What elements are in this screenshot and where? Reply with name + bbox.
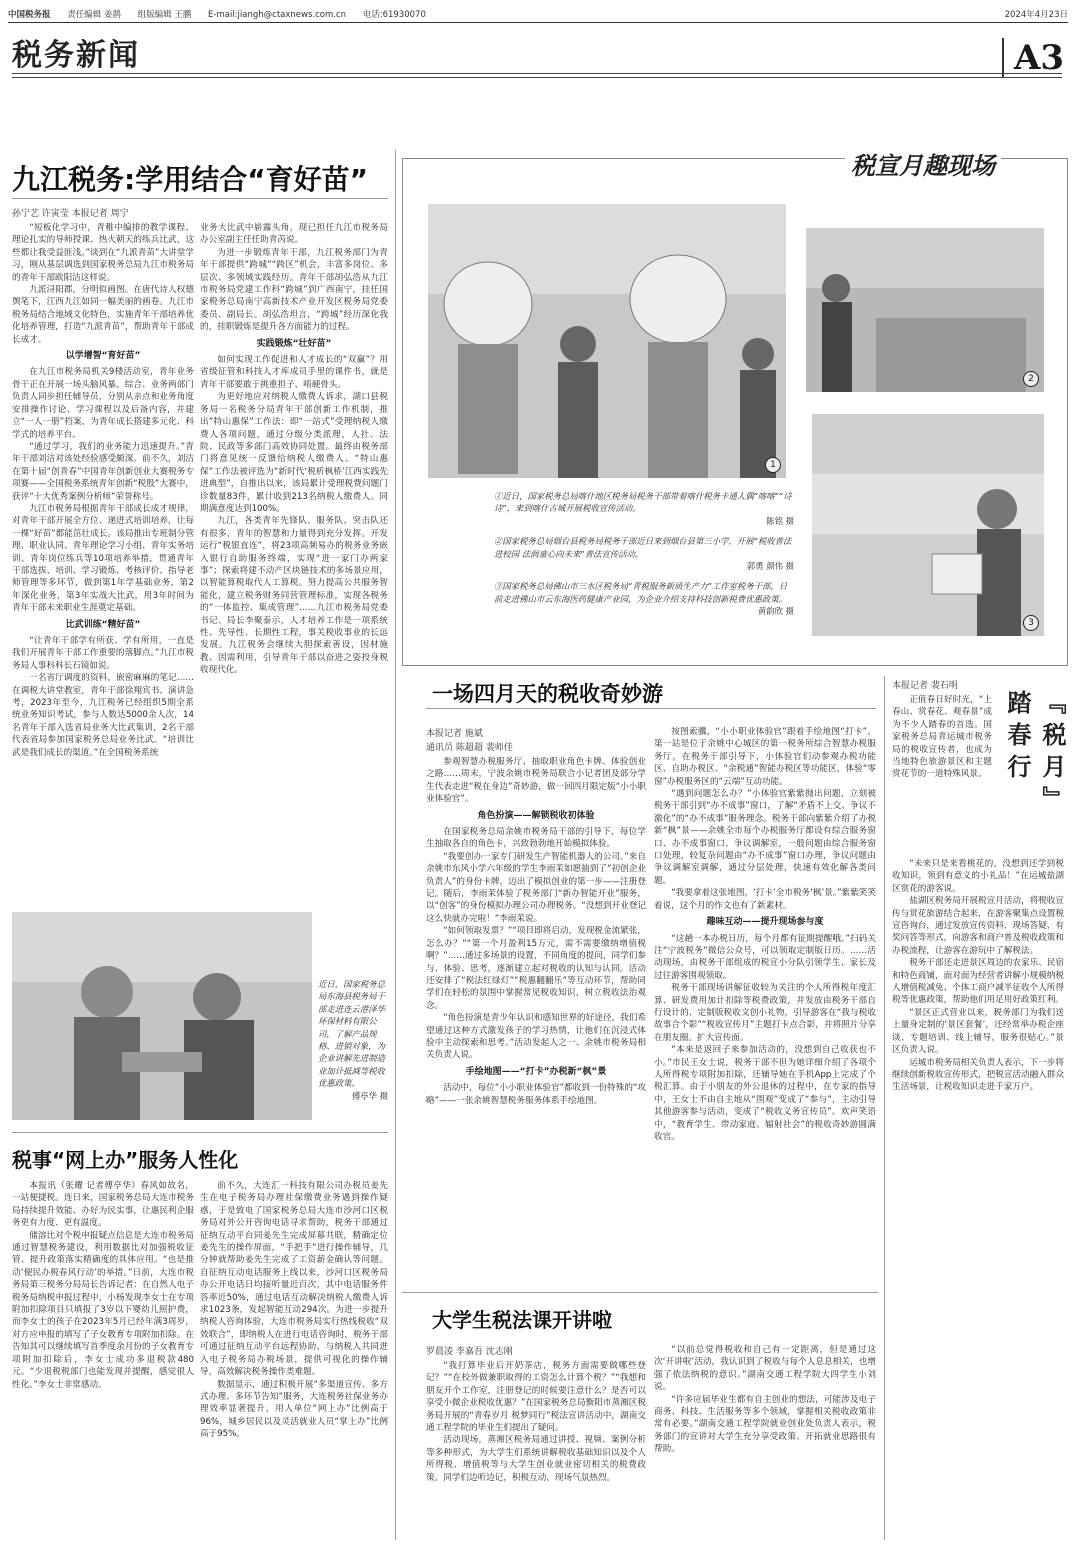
paragraph: 九江，各类青年先锋队、服务队、突击队还有很多，青年的智慧和力量得到充分发挥。开发运行“税银直连”，将23项高频易办的税务业务嵌入银行自助服务终端，实现“进一家门办两家事”；探索将建不动产区块链技术的多场景应用，以智能算税取代人工算税。努力提高公共服务智能化，建立税务财务同营管理标准，实现各税务的“一体监控、集成管理”……九江市税务局党委书记、局长李聚泰示，人才培养工作是一项系统性、先导性、长期性工程，事关税收事业的长远发展。九江税务会继续大胆探索善设，因材施教、因需利用，引导青年干部以奋进之姿投身税收现代化。 [200, 516, 388, 676]
article4-col2 [654, 1344, 876, 1540]
paragraph: “未来只是来看桃花的，没想到还学到税收知识，领到有意义的小礼品！”在运城盐湖区赏花的游客说。 [892, 859, 1064, 894]
paragraph: 活动现场，蒸湘区税务局通过讲授、视频、案例分析等多种形式，为大学生们系统讲解税收基础知识以及个人所得税、增值税等与大学生创业就业密切相关的税费政策。同学们边听边记，积极互动，现场气氛热烈。 [426, 1435, 646, 1483]
column-separator [395, 150, 396, 1540]
paragraph: 前不久，大连汇一科技有限公司办税员姜先生在电子税务局办理社保缴费业务遇到操作疑惑，于是致电了国家税务总局大连市沙河口区税务局对外公开咨询电话寻求帮助，税务干部通过征纳互动平台同姜先生完成屏幕共联，精确定位姜先生的操作屏面，“手把手”进行操作辅导，几分钟就帮助姜先生完成了工资薪金确认等问题。自征纳互动电话服务上线以来，沙河口区税务局办公开电话日均接听量近百次，其中电话服务件答率近50%，通过电话互动解决纳税人缴费人诉求1023条，发起智能互动294次。为进一步提升纳税人咨询体验，大连市税务局实行热线税收“双效联合”，即纳税人在进行电话咨询时，税务干部可通过征纳互动平台远程协助，与纳税人共同进入电子税务局办税场景，提供可视化的操作辅导，高效解决税务操作类难题。 [200, 1181, 388, 1378]
paragraph: 按图索骥，“小小职业体验官”跟着手绘地图“打卡”。第一站是位于余姚中心城区的第一税务所综合智慧办税服务厅，在税务干部引导下，小体验官们动参观办税功能区、自助办税区、“余税通”智能办税区等功能区，体验“零窗”办税服务区的“云端”互动功能。 [654, 727, 876, 787]
caption-credit-2: 郭勇 颜伟 摄 [746, 561, 794, 572]
factory-photo-image [12, 912, 312, 1120]
paragraph: 税务干部现场讲解征收较为关注的个人所得税年度汇算、研发费用加计扣除等税费政策，并发放由税务干部自行设计的、定制版税收文创小礼物，引导游客在“我与税收故事合个影”“税收宣传月”主题打卡点合影，并将照片分享在朋友圈。扩大宣传面。 [654, 983, 876, 1043]
article3-headline: 一场四月天的税收奇妙游 [432, 681, 663, 706]
layout-editor: 组版编辑 王鹏 [137, 10, 192, 20]
article3-col1 [426, 756, 646, 1278]
paragraph: 如何实现工作促进和人才成长的“双赢”？用省级征管和科技人才库成员手里的课件书，就是青年干部要敢于挑重担子、啃硬骨头。 [200, 355, 388, 390]
article4-byline: 罗晨凌 李嘉吾 沈志刚 [426, 1347, 513, 1357]
paragraph: 业务大比武中崭露头角，现已担任九江市税务局办公室副主任任助青芮说。 [200, 223, 388, 246]
subhead: 比武训练“精好苗” [65, 619, 141, 630]
paragraph: 在国家税务总局余姚市税务局干部的引导下，每位学生抽取各自的角色卡，兴致勃勃地开始模拟体验。 [426, 827, 646, 850]
column-byline: 本报记者 裴石明 [892, 681, 958, 691]
article3-byline2: 通讯员 陈超超 裴师佳 [426, 743, 513, 753]
article3-rule [426, 708, 876, 709]
article1-photo-caption [318, 978, 388, 1118]
classroom-photo-image [806, 228, 1044, 392]
paragraph: “以前总觉得税收和自己有一定距离，但是通过这次‘开讲啦’活动，我认识到了税收与每个人息息相关，也增强了依法纳税的意识。”湖南交通工程学院大四学生小刘说。 [654, 1345, 876, 1393]
paragraph: “遇到问题怎么办？”小体验官紫紫抛出问题，立刻被税务干部引到“办不成事”窗口，了解“矛盾不上交、争议不激化”的“办不成事”服务理念。税务干部向紫紫介绍了办税新“枫”景——余姚全市每个办税服务厅都设有综合服务窗口、办不成事窗口、争议调解室，一般问题由综合服务窗口处理，较复杂问题由“办不成事”窗口办理，争议问题由争议调解室调解，通过分层处理，快速有效化解各类问题。 [654, 789, 876, 886]
paragraph: 九派浔阳郡，分明似画图。在唐代诗人权德舆笔下，江西九江如同一幅美丽的画卷。九江市税务局结合地域文化特色，实施青年干部培养优化培养管理，打造“九派青苗”，帮助青年干部成长成才。 [12, 285, 194, 345]
article1-col2 [200, 222, 388, 904]
caption-credit-3: 黄韵欣 摄 [757, 606, 794, 617]
masthead [8, 8, 1068, 22]
article1-byline: 孙宁艺 许寅莹 本报记者 周宁 [12, 209, 129, 219]
article4-headline: 大学生税法课开讲啦 [432, 1308, 612, 1332]
paragraph: 数据显示，通过积极开展“多渠道宣传、多方式办理、多环节告知”服务，大连税务社保业务办理效率显著提升，用人单位“网上办”比例高于96%，城乡居民以及灵活就业人员“掌上办”比例高于95%。 [200, 1379, 388, 1440]
article1-headline: 九江税务:学用结合“育好苗” [12, 163, 369, 196]
paragraph: “让青年干部学有所获、学有所用，一直是我们开展青年干部工作重要的落脚点。”九江市税务局人事科科长石镜如说。 [12, 636, 194, 671]
paragraph: 储溶比对个税申报疑点信息是大连市税务局通过智慧税务建设，利用数据比对加强税收征管、提升政策落实精确度的具体应用。“也是推动‘便民办税春风行动’的举措。”日前，大连市税务局第三税务分局局长告诉记者：在自然人电子税务局纳税申报过程中，小杨发现李女士在专项附加扣除项目只填报了3岁以下婴幼儿照护费，而李女士的孩子在2023年5月已经年满3周岁，对方应申报的填写了子女教育专项附加扣除。在告知其可以继续填写首季度余月份的子女教育专项附加扣除后，李女士成功多退税款480元。“少退税税部门也能发现并提醒，感觉很人性化。”李女士非常感动。 [12, 1230, 194, 1390]
paragraph: “这趟一本办税日历，每个月都有征期提醒哦。”扫码关注“宁波税务”微信公众号，可以领取定制版日历。……活动现场，由税务干部组成的税宣小分队引领学生、家长及过往游客围观领取。 [654, 933, 876, 981]
feature-photo-1 [428, 204, 786, 478]
paragraph: 运城市税务局相关负责人表示，下一步将继续创新税收宣传形式，把税宣活动融入群众生活场景，让税收知识走进千家万户。 [892, 1057, 1064, 1093]
article1-photo [12, 912, 312, 1120]
paragraph: 九江市税务局根据青年干部成长成才规律，对青年干部开展全方位、递进式培训培养，让每一棵“好苗”都能茁壮成长。该局推出专班制分管理、职业认同、青年理论学习小组、青年实务培训、青年岗位练兵等10项培养举措，贯通青年干部选拔、培训、学习锻炼、考核评价、指导老师管理等多环节，做到第1年学基础业务，第2年深化业务，第3年实战大比武，用3年时间为青年干部未来职业生涯奠定基础。 [12, 503, 194, 614]
caption-credit: 傅亭华 摄 [351, 1090, 388, 1101]
industrial-park-photo-image [812, 414, 1044, 636]
subhead: 角色扮演——解锁税收初体验 [477, 810, 595, 821]
subhead: 以学增智“育好苗” [65, 351, 141, 362]
caption-2: ②国家税务总局烟台县税务局税务干部近日来到烟台县第三小学，开展“税收普法进校园 法润童心向未来”普法宣传活动。 [494, 536, 792, 559]
phone: 电话:61930070 [362, 10, 426, 20]
article2-rule [12, 1132, 388, 1133]
feature-photo-2 [806, 228, 1044, 392]
article2-col1 [12, 1180, 194, 1540]
article1-rule [12, 198, 388, 199]
column-separator-right [884, 676, 885, 1540]
email: E-mail:jiangh@ctaxnews.com.cn [208, 10, 347, 20]
article4-col1 [426, 1360, 646, 1540]
mascot-photo-image [428, 204, 786, 478]
caption-1: ①近日，国家税务总局喀什地区税务局税务干部带着喀什税务卡通人偶“喀喀”“诗诗”，来到喀什古城开展税收宣传活动。 [494, 491, 792, 514]
paragraph: “我要拿着这张地图，‘打卡’全市税务‘枫’景。”紫紫笑笑着说，这个月的作文也有了新素材。 [654, 888, 876, 911]
paragraph: 为进一步锻炼青年干部，九江税务部门为青年干部提供“跨城”“跨区”机会，丰富多岗位、多层次、多领域实践经历。青年干部胡弘浩从九江市税务局党建工作科“跨城”到广西南宁，挂任国家税务总局南宁高新技术产业开发区税务局党委委员、副局长。胡弘浩坦言，“跨城”经历深化我的，挂职锻炼是提升各方面能力的过程。 [200, 247, 388, 333]
article2-col2 [200, 1180, 388, 1540]
paragraph: 本报讯（张耀 记者傅亭华）春风如故名，一站便捷税。连日来，国家税务总局大连市税务局持续提升效能、办好为民实事，让惠民利企服务更有力度、更有温度。 [12, 1181, 194, 1229]
section-divider [12, 73, 1062, 78]
subhead: 趣味互动——提升现场参与度 [706, 917, 824, 928]
paragraph: “许多应届毕业生都有自主创业的想法，可能涉及电子商务、科技、生活服务等多个领域，掌握相关税收政策非常有必要。”湖南交通工程学院就业创业处负责人表示，税务部门的宣讲对大学生充分享受政策、开拓就业思路很有帮助。 [654, 1394, 876, 1455]
subhead: 实践锻炼“壮好苗” [256, 338, 332, 349]
photo-number-1: 1 [765, 457, 781, 473]
feature-photo-3 [812, 414, 1044, 636]
caption-text: 近日，国家税务总局东海县税务局干部走进连云港泽华环保材料有限公司，了解产品规格、进销对象，为企业讲解先进制造业加计抵减等税收优惠政策。 [318, 979, 385, 1089]
paragraph: 税务干部还走进景区周边的农家乐、民宿和特色商铺，面对面为经营者讲解小规模纳税人增值税减免、个体工商户减半征收个人所得税等优惠政策，帮助他们用足用好政策红利。 [892, 958, 1064, 1006]
paragraph: “角色扮演是青少年认识和感知世界的好途径，我们希望通过这种方式激发孩子的学习热情，让他们在沉浸式体验中主动探索和思考。”活动发起人之一、余姚市税务局相关负责人说。 [426, 1013, 646, 1061]
section-title: 税务新闻 [12, 38, 140, 73]
article3-byline1: 本报记者 施斌 [426, 729, 483, 739]
column-title: 『税月』踏春行 [1003, 690, 1067, 818]
paragraph: 盐湖区税务局开展税宣月活动，将税收宣传与赏花旅游结合起来，在游客聚集点设置税宣咨询台，通过发放宣传资料、现场答疑、有奖问答等形式，向游客和商户普及税收政策和办税流程，让游客在游玩中了解税法。 [892, 896, 1064, 956]
column-lead [892, 694, 992, 854]
paragraph: 一名省厅调度的资料，嵌密麻麻的笔记……在调税大讲堂教室，青年干部徐翔宾书、演讲急考，2023年至今，九江税务已经组织5期全系统业务知识考试，参与人数达5000余人次，14名青年干部入选省局业务大比武集训，2名干部代表省局参加国家税务总局业务比武。“培训比武是我们成长的渠道。”在全国税务系统 [12, 673, 194, 758]
paragraph: 活动中，每位“小小职业体验官”都收到一份特殊的“攻略”——一张余姚智慧税务服务体系手绘地图。 [426, 1083, 646, 1106]
article2-headline: 税事“网上办”服务人性化 [12, 1148, 239, 1172]
issue-date: 2024年4月23日 [1004, 10, 1068, 20]
paragraph: “短板化学习中，青稚中编排的教学课程、理论扎实的导师授课、热火朝天的练兵比武，这些都让我受益匪浅。”谈到在“九派青苗”大讲堂学习，刚从基层调选到国家税务总局九江市税务局的青年干部欧阳洁这样说。 [12, 223, 194, 283]
paragraph: “我要创办一家专门研发生产智能机器人的公司。”来自余姚市东风小学六年级的学生李雨茉如愿抽到了“初创企业负责人”的身份卡牌，迈出了模拟创业的第一步——注册登记。随后，李雨茉体验了税务部门“新办智能开业”服务，以“创客”的身份模拟办理公司办理税务。“没想到开业登记这么快就办完啦！”李雨茉说。 [426, 851, 646, 924]
paragraph: 参观智慧办税服务厅、抽取职业角色卡牌、体验创业之路……周末，宁波余姚市税务局联合小记者团及部分学生代表走进“税在身边”奇妙游，做一回四月限定版“小小职业体验官”。 [426, 757, 646, 805]
article4-rule [402, 1292, 878, 1293]
feature-captions [494, 490, 794, 618]
paper-name: 中国税务报 [8, 10, 51, 20]
paragraph: 在九江市税务局机关9楼活动室，青年业务骨干正在开展一场头脑风暴。综合、业务两部门负责人同步担任辅导员，分别从亲点和业务角度安排操作讨论、学习课程以及后备内容，并建立“一人一册”档案，为青年成长搭建多元化、科学式的培养平台。 [12, 367, 194, 440]
article3-col2 [654, 726, 876, 1278]
paragraph: “我打算毕业后开奶茶店，税务方面需要做哪些登记？”“在校外做兼职取得的工资怎么计算个税？”“我想和朋友开个工作室，注册登记的时候要注意什么？是否可以享受小微企业税收优惠？”在国家税务总局衡阳市蒸湘区税务局开展的“青春岁月 税梦同行”税法宣讲活动中，湖南交通工程学院的毕业生们提出了疑问。 [426, 1361, 646, 1434]
feature-banner: 税宣月趣现场 [845, 146, 1001, 181]
page-number: A3 [1002, 38, 1064, 78]
subhead: 手绘地图——“打卡”办税新“枫”景 [465, 1066, 607, 1077]
photo-number-3: 3 [1023, 615, 1039, 631]
caption-3: ③国家税务总局佛山市三水区税务局“青税服务新质生产力”工作室税务干部，日前走进佛山市云东海医药健康产业园，为企业介绍支持科技创新税费优惠政策。 [494, 581, 788, 604]
column-body [892, 858, 1064, 1540]
editor: 责任编辑 姜鹊 [67, 10, 121, 20]
top-rule [8, 22, 1068, 23]
paragraph: 正值春日好时光，“上春山、赏春花、观春景”成为不少人踏春的首选。国家税务总局青运城市税务局的税收宣传者，也成为当地特色旅游景区和主题赏花节的一道特殊风景。 [892, 695, 992, 780]
paragraph: “通过学习，我们的业务能力迅速提升。”青年干部刘洁对该处经验感受颇深。前不久，刘洁在第十届“创青春”中国青年创新创业大赛税务专项赛——全国税务系统青年创新“税股”大赛中，获评“十大优秀案例分析师”荣誉称号。 [12, 441, 194, 502]
photo-number-2: 2 [1023, 371, 1039, 387]
article1-col1 [12, 222, 194, 904]
paragraph: “景区正式营业以来，税务部门为我们送上量身定制的‘景区套餐’，还经常举办税企座谈、专题培训、线上辅导，服务很贴心。”景区负责人说。 [892, 1007, 1064, 1056]
paragraph: 为更好地应对纳税人缴费人诉求，湖口县税务局一名税务分局青年干部创新工作机制，推出“特山惠保”工作法：即“一站式”受理纳税人缴费人各项问题，通过分级分类派理，人社、法院、民政等多部门高效协同处置。最终由税务部门将意见统一反馈给纳税人缴费人。“特山惠保”工作法被评选为“新时代‘税析枫桥’江西实践先进典型”，自推出以来，该局累计受理税费问题门诊数量83件，累计收到213名纳税人缴费人。同期满意度达到100%。 [200, 392, 388, 514]
paragraph: “本来是返回子来参加活动的，没想到自己收获也不小。”市民王女士说，税务干部不但为她详细介绍了各项个人所得税专项附加扣除，还辅导她在手机App上完成了个税汇算。由于小朋友的外公退休的过程中，在专家的指导中，王女士不由自主地从“围观”变成了“参与”，主动引导其他游客参与活动，变成了“税收义务宣传员”。欢声笑语中，“教育学生、带动家庭、辐射社会”的税收奇妙游圆满收官。 [654, 1045, 876, 1142]
caption-credit-1: 陈铭 摄 [766, 515, 794, 526]
paragraph: “如何领取发票？”“项目即将启动，发现税金流紧张，怎么办？”“第一个月盈利15万元，需不需要缴纳增值税啊？”……通过多场景的设置，不同角度的提问，同学们参与、体验、思考，逐渐建立起对税收的认知与认同。活动还安排了“税法红绿灯”“税惠翻翻乐”等互动环节，帮助同学们在轻松的氛围中掌握常见税收知识，树立税收法治观念。 [426, 926, 646, 1011]
